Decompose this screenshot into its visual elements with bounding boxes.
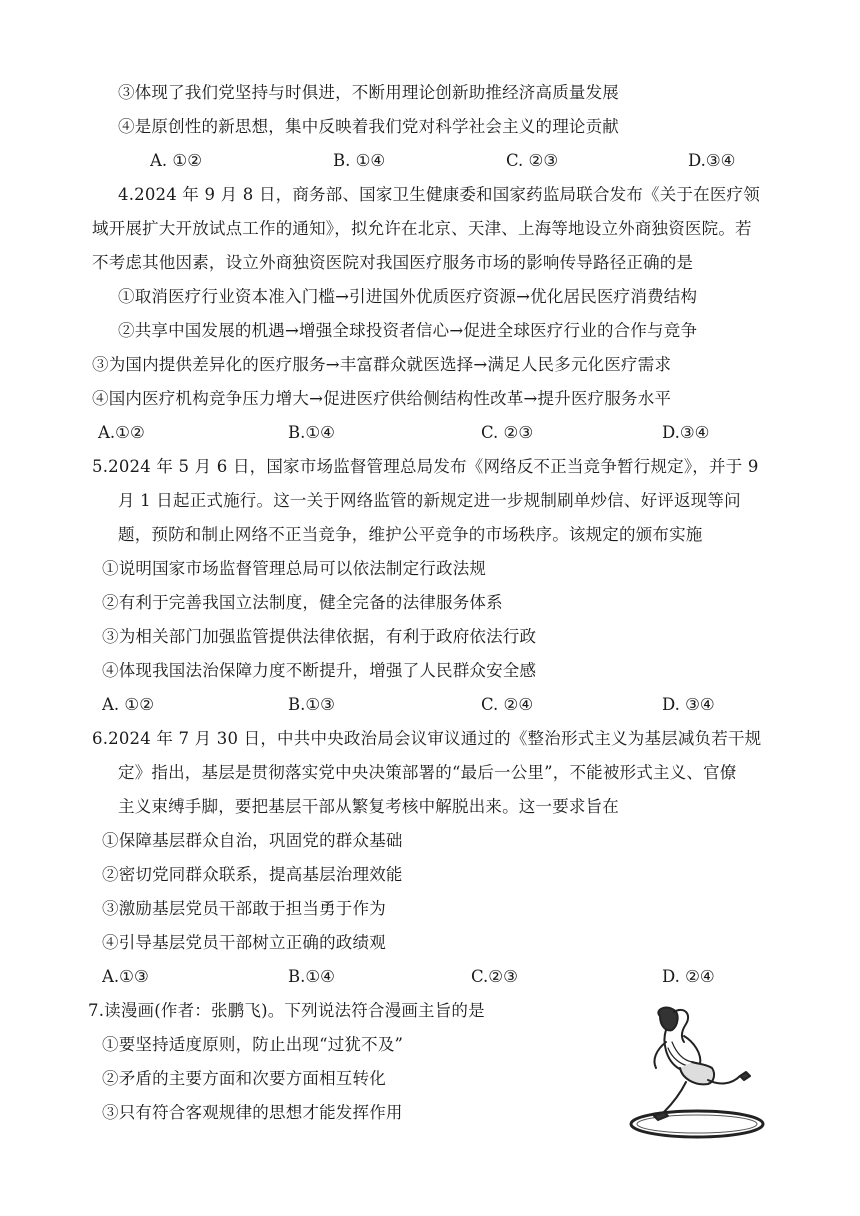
q4-option-d: D.③④: [662, 423, 710, 442]
q7-item-1: ①要坚持适度原则，防止出现“过犹不及”: [102, 1035, 404, 1054]
q3-option-c: C. ②③: [506, 151, 559, 170]
q4-item-2: ②共享中国发展的机遇→增强全球投资者信心→促进全球医疗行业的合作与竞争: [118, 321, 698, 340]
q4-stem-line-2: 域开展扩大开放试点工作的通知》，拟允许在北京、天津、上海等地设立外商独资医院。若: [92, 219, 752, 238]
q6-item-4: ④引导基层党员干部树立正确的政绩观: [102, 933, 386, 952]
q5-item-4: ④体现我国法治保障力度不断提升，增强了人民群众安全感: [102, 661, 537, 680]
q6-stem-line-2: 定》指出，基层是贯彻落实党中央决策部署的“最后一公里”，不能被形式主义、官僚: [118, 763, 737, 782]
q6-stem-line-3: 主义束缚手脚，要把基层干部从繁复考核中解脱出来。这一要求旨在: [118, 797, 619, 816]
q5-option-a: A. ①②: [102, 695, 154, 714]
q4-option-a: A.①②: [98, 423, 145, 442]
q4-item-1: ①取消医疗行业资本准入门槛→引进国外优质医疗资源→优化居民医疗消费结构: [118, 287, 698, 306]
q4-option-c: C. ②③: [481, 423, 534, 442]
q4-option-b: B.①④: [288, 423, 335, 442]
q6-option-c: C.②③: [471, 967, 518, 986]
q5-item-3: ③为相关部门加强监管提供法律依据，有利于政府依法行政: [102, 627, 537, 646]
q4-stem-line-3: 不考虑其他因素，设立外商独资医院对我国医疗服务市场的影响传导路径正确的是: [92, 253, 694, 272]
q5-option-c: C. ②④: [481, 695, 534, 714]
q4-item-3: ③为国内提供差异化的医疗服务→丰富群众就医选择→满足人民多元化医疗需求: [92, 355, 672, 374]
q6-item-1: ①保障基层群众自治，巩固党的群众基础: [102, 831, 403, 850]
q5-stem-line-1: 5.2024 年 5 月 6 日，国家市场监督管理总局发布《网络反不正当竞争暂行规定》，并于 9: [92, 457, 759, 476]
q5-item-1: ①说明国家市场监督管理总局可以依法制定行政法规: [102, 559, 487, 578]
q5-option-d: D. ③④: [662, 695, 715, 714]
q6-option-b: B.①④: [288, 967, 335, 986]
q3-option-d: D.③④: [688, 151, 736, 170]
q7-item-2: ②矛盾的主要方面和次要方面相互转化: [102, 1069, 386, 1088]
q7-item-3: ③只有符合客观规律的思想才能发挥作用: [102, 1103, 403, 1122]
q6-option-a: A.①③: [102, 967, 149, 986]
q3-option-b: B. ①④: [333, 151, 386, 170]
q5-option-b: B.①③: [288, 695, 335, 714]
q3-option-a: A. ①②: [150, 151, 202, 170]
q5-item-2: ②有利于完善我国立法制度，健全完备的法律服务体系: [102, 593, 503, 612]
q6-item-3: ③激励基层党员干部敢于担当勇于作为: [102, 899, 386, 918]
q4-item-4: ④国内医疗机构竞争压力增大→促进医疗供给侧结构性改革→提升医疗服务水平: [92, 389, 672, 408]
q6-stem-line-1: 6.2024 年 7 月 30 日，中共中央政治局会议审议通过的《整治形式主义为基层减负若干规: [92, 729, 762, 748]
q5-stem-line-3: 题，预防和制止网络不正当竞争，维护公平竞争的市场秩序。该规定的颁布实施: [118, 525, 703, 544]
q5-stem-line-2: 月 1 日起正式施行。这一关于网络监管的新规定进一步规制刷单炒信、好评返现等问: [118, 491, 741, 510]
cartoon-runner-figure: [654, 1008, 750, 1120]
q3-item-3: ③体现了我们党坚持与时俱进，不断用理论创新助推经济高质量发展: [118, 83, 619, 102]
q3-item-4: ④是原创性的新思想，集中反映着我们党对科学社会主义的理论贡献: [118, 117, 619, 136]
cartoon-illustration: [622, 1002, 772, 1142]
q6-option-d: D. ②④: [662, 967, 715, 986]
q6-item-2: ②密切党同群众联系，提高基层治理效能: [102, 865, 403, 884]
q7-stem: 7.读漫画(作者：张鹏飞)。下列说法符合漫画主旨的是: [88, 1001, 485, 1020]
q4-stem-line-1: 4.2024 年 9 月 8 日，商务部、国家卫生健康委和国家药监局联合发布《关于在医疗领: [118, 185, 760, 204]
